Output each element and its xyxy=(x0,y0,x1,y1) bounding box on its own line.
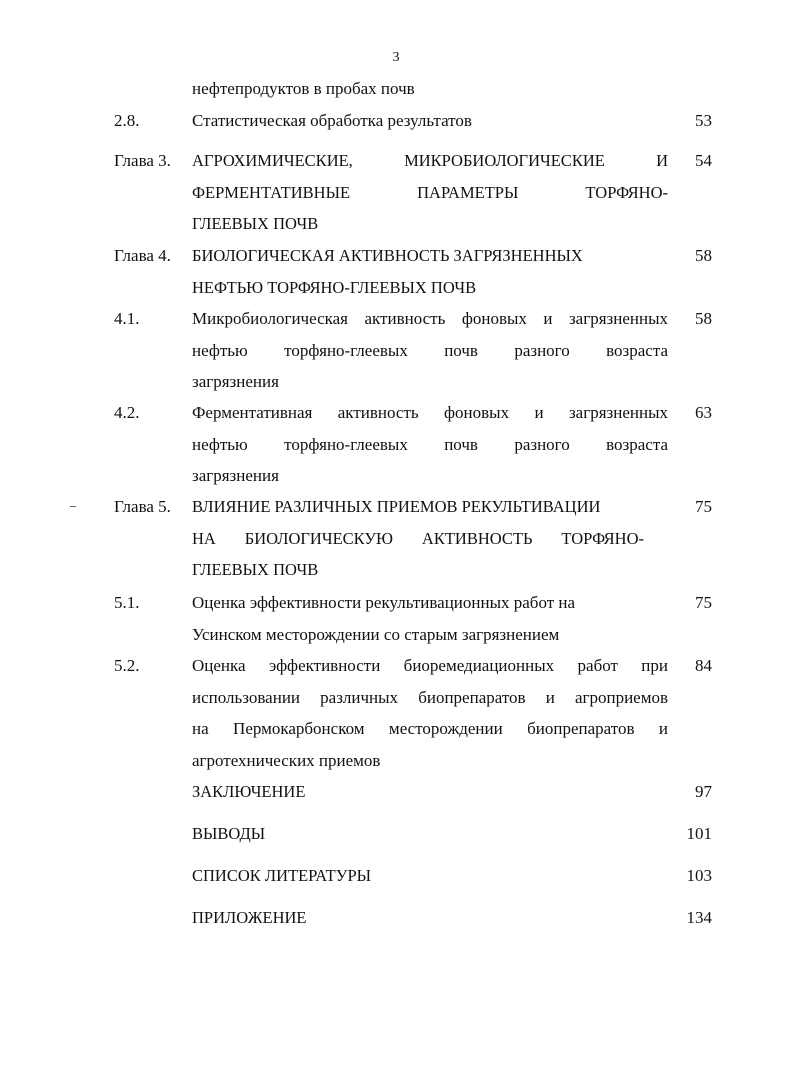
toc-title-line: Статистическая обработка результатов xyxy=(192,111,472,130)
toc-title-line: ФЕРМЕНТАТИВНЫЕ ПАРАМЕТРЫ ТОРФЯНО- xyxy=(192,182,668,202)
toc-title-line: Усинском месторождении со старым загрязнением xyxy=(192,624,560,644)
toc-entry-page: 97 xyxy=(695,782,712,801)
toc-entry-title xyxy=(192,860,668,892)
toc-entry-page: 58 xyxy=(695,246,712,265)
toc-entry-title xyxy=(192,818,668,850)
toc-entry-page: 84 xyxy=(695,656,712,675)
toc-title-line: нефтью торфяно-глеевых почв разного возраста xyxy=(192,434,668,454)
toc-entry-title xyxy=(192,303,668,398)
toc-title-line: агротехнических приемов xyxy=(192,750,381,770)
toc-title-line: НЕФТЬЮ ТОРФЯНО-ГЛЕЕВЫХ ПОЧВ xyxy=(192,277,477,297)
toc-title-line: загрязнения xyxy=(192,466,279,485)
toc-title-line: нефтепродуктов в пробах почв xyxy=(192,79,415,98)
toc-entry-title xyxy=(192,491,668,586)
toc-title-line: АГРОХИМИЧЕСКИЕ, МИКРОБИОЛОГИЧЕСКИЕ И xyxy=(192,151,668,170)
toc-entry-page: 53 xyxy=(695,111,712,130)
toc-title-line: ГЛЕЕВЫХ ПОЧВ xyxy=(192,214,319,233)
toc-entry-title xyxy=(192,73,668,105)
toc-entry-page: 63 xyxy=(695,403,712,422)
toc-entry-title xyxy=(192,587,668,650)
toc-entry-title xyxy=(192,650,668,776)
toc-title-line: Ферментативная активность фоновых и загрязненных xyxy=(192,403,668,422)
toc-title-line: использовании различных биопрепаратов и агроприемов xyxy=(192,687,668,707)
toc-entry-number: 4.1. xyxy=(114,309,140,328)
toc-entry-page: 75 xyxy=(695,497,712,516)
toc-title-line: Оценка эффективности биоремедиационных работ при xyxy=(192,656,668,675)
toc-entry-title xyxy=(192,776,668,808)
toc-entry-page: 54 xyxy=(695,151,712,170)
toc-entry-number: 4.2. xyxy=(114,403,140,422)
toc-entry-title xyxy=(192,240,668,303)
toc-entry-number: Глава 3. xyxy=(114,151,171,170)
toc-title-line: Микробиологическая активность фоновых и загрязненных xyxy=(192,309,668,328)
toc-entry-number: 2.8. xyxy=(114,111,140,130)
toc-title-line: СПИСОК ЛИТЕРАТУРЫ xyxy=(192,866,372,885)
toc-title-line: нефтью торфяно-глеевых почв разного возраста xyxy=(192,340,668,360)
page-number: 3 xyxy=(392,50,400,65)
toc-entry-title xyxy=(192,902,668,934)
scan-mark xyxy=(70,506,76,507)
toc-entry-page: 103 xyxy=(686,866,712,885)
toc-entry-title xyxy=(192,105,668,137)
toc-entry-title xyxy=(192,397,668,492)
toc-entry-number: Глава 4. xyxy=(114,246,171,265)
toc-title-line: загрязнения xyxy=(192,372,279,391)
toc-entry-title xyxy=(192,145,668,240)
toc-entry-number: 5.1. xyxy=(114,593,140,612)
toc-entry-number: 5.2. xyxy=(114,656,140,675)
toc-entry-page: 101 xyxy=(686,824,712,843)
toc-title-line: на Пермокарбонском месторождении биопрепаратов и xyxy=(192,719,668,738)
toc-entry-page: 75 xyxy=(695,593,712,612)
toc-title-line: ЗАКЛЮЧЕНИЕ xyxy=(192,782,306,801)
toc-title-line: ПРИЛОЖЕНИЕ xyxy=(192,908,307,927)
toc-title-line: ВЫВОДЫ xyxy=(192,824,266,843)
toc-title-line: Оценка эффективности рекультивационных работ на xyxy=(192,593,576,612)
toc-entry-page: 58 xyxy=(695,309,712,328)
toc-title-line: ВЛИЯНИЕ РАЗЛИЧНЫХ ПРИЕМОВ РЕКУЛЬТИВАЦИИ xyxy=(192,497,601,516)
toc-entry-page: 134 xyxy=(686,908,712,927)
toc-entry-number: Глава 5. xyxy=(114,497,171,516)
toc-title-line: БИОЛОГИЧЕСКАЯ АКТИВНОСТЬ ЗАГРЯЗНЕННЫХ xyxy=(192,246,583,265)
toc-title-line: ГЛЕЕВЫХ ПОЧВ xyxy=(192,560,319,579)
toc-title-line: НА БИОЛОГИЧЕСКУЮ АКТИВНОСТЬ ТОРФЯНО- xyxy=(192,528,644,548)
